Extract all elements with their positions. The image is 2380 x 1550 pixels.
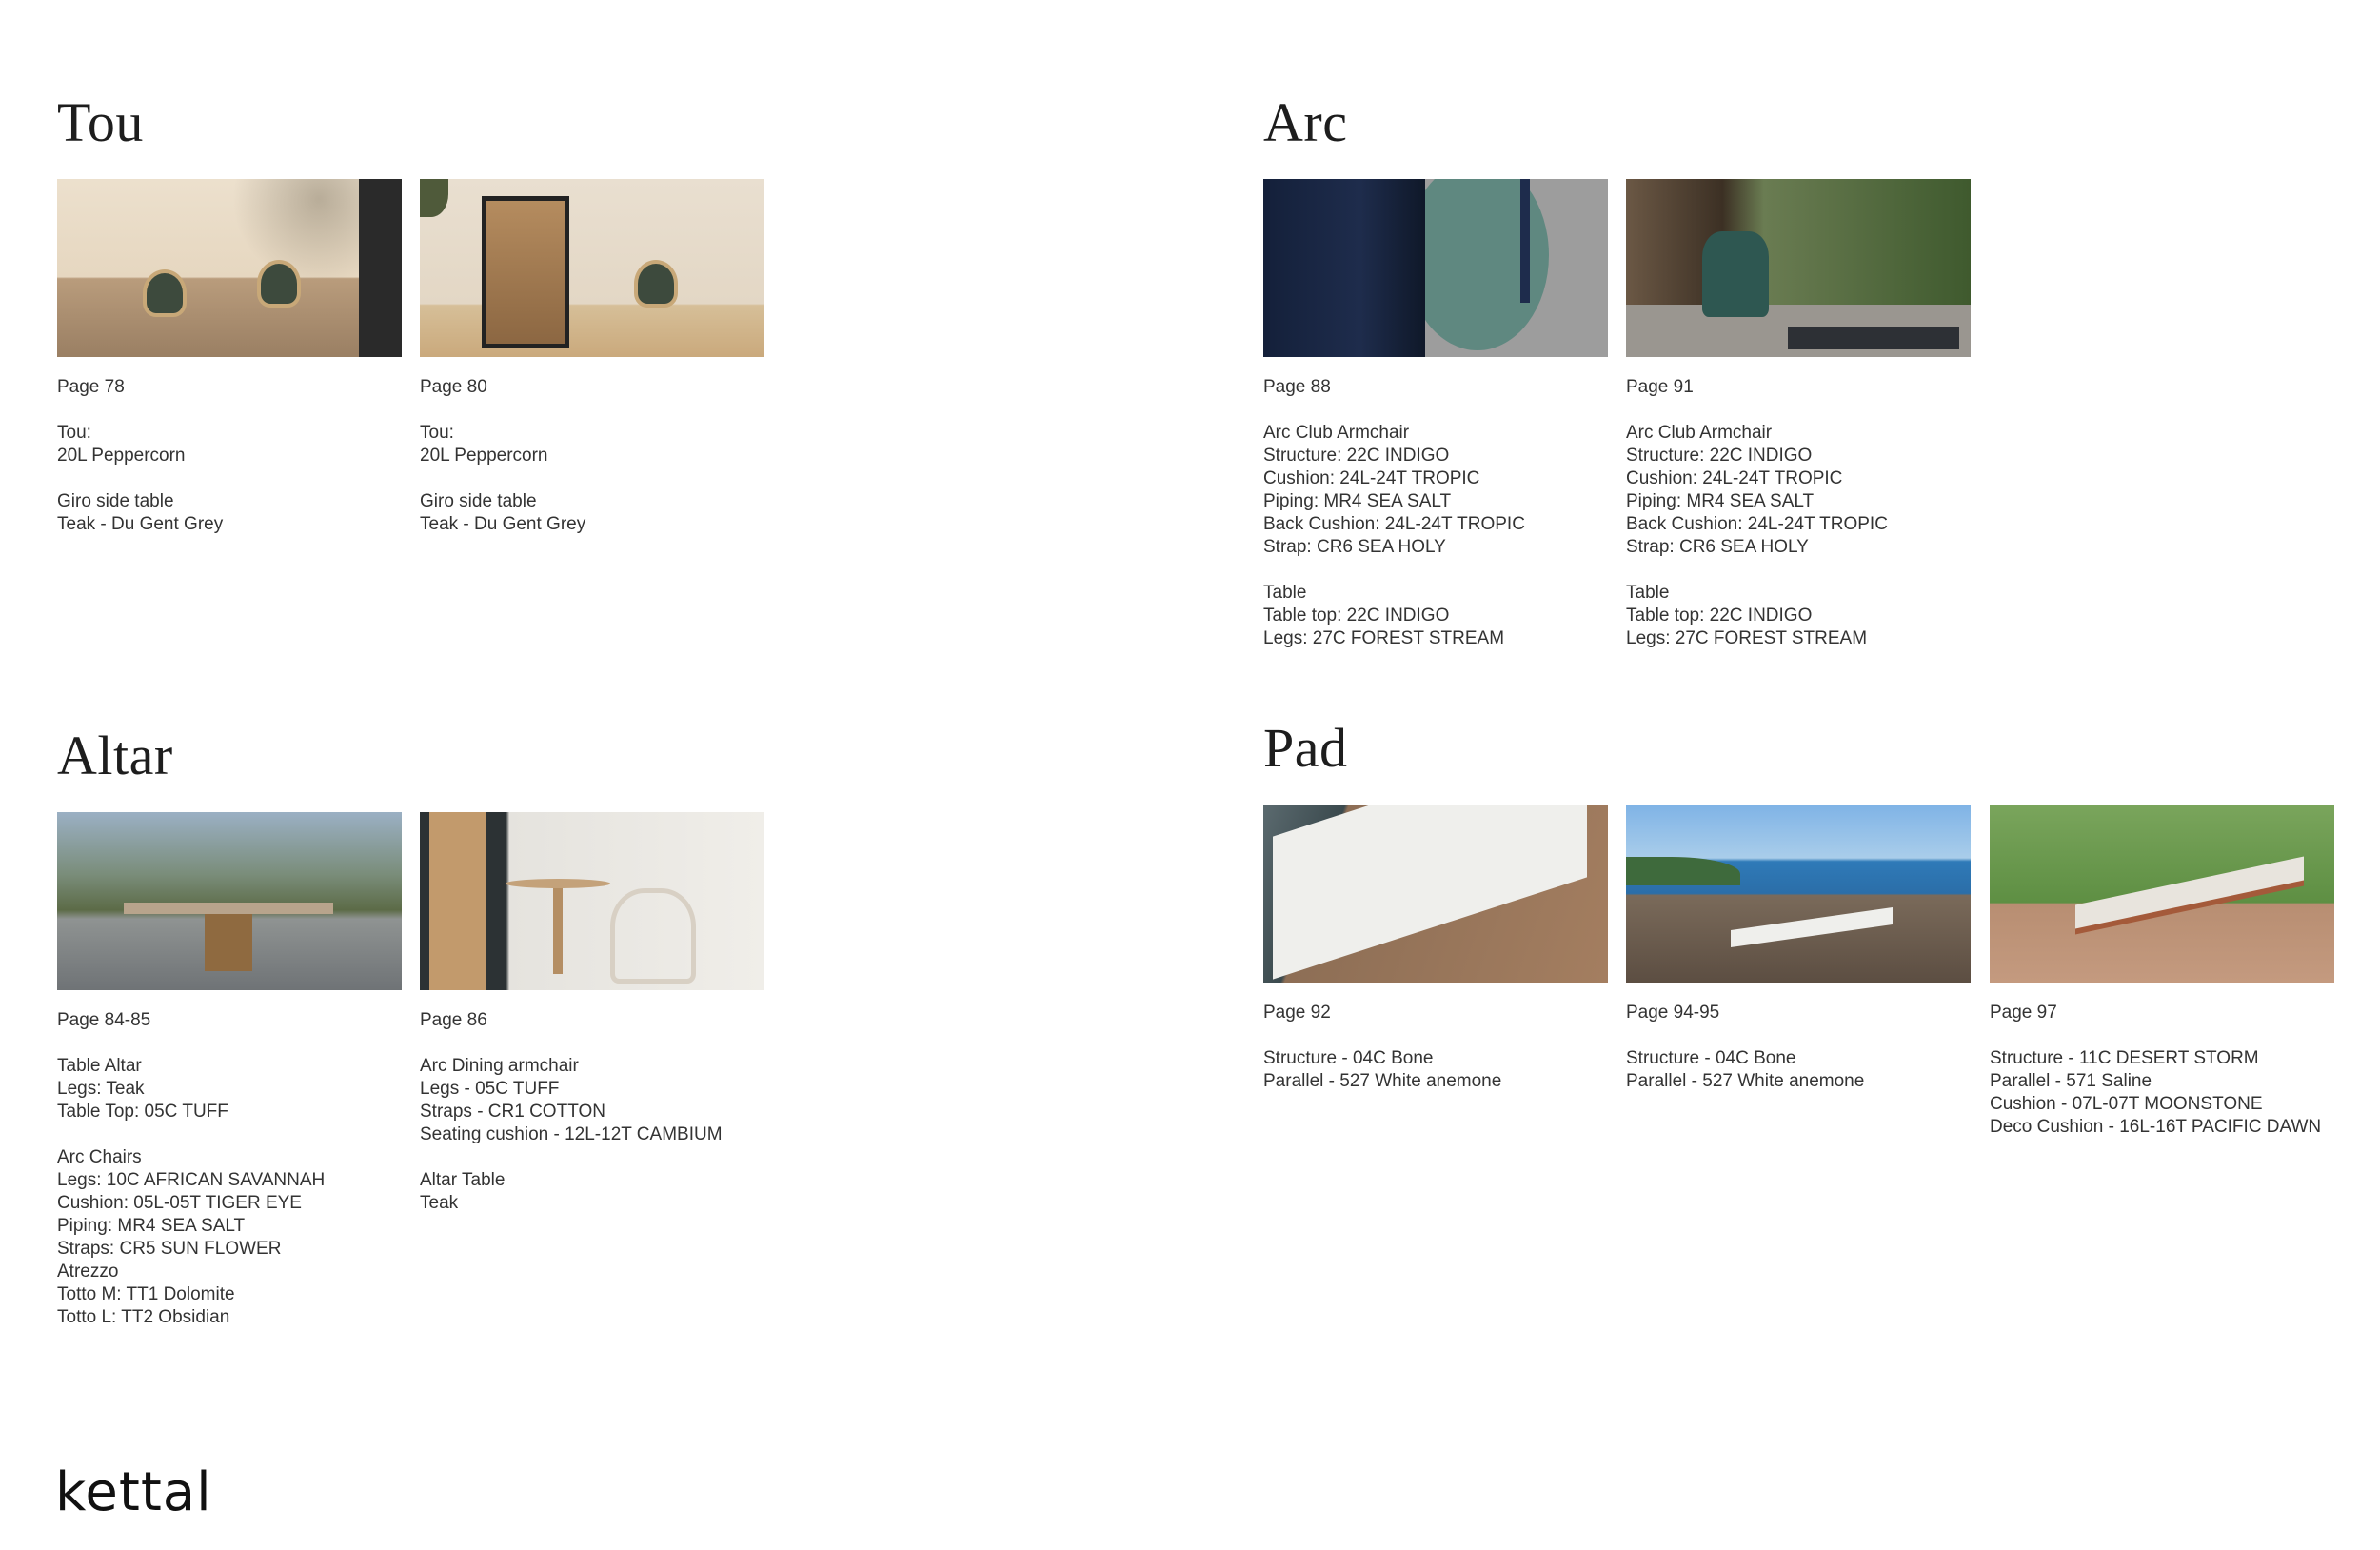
spec-line: Parallel - 527 White anemone: [1626, 1071, 1865, 1091]
caption: [1990, 1002, 2334, 1139]
product-photo: [1263, 805, 1608, 983]
caption: [1263, 376, 1608, 650]
spec-line: Piping: MR4 SEA SALT: [1626, 491, 1815, 511]
page-ref: Page 86: [420, 1010, 487, 1030]
spec-line: Cushion: 24L-24T TROPIC: [1263, 468, 1480, 488]
spec-line: Table: [1263, 583, 1307, 603]
product-photo: [57, 812, 402, 990]
spec-line: Piping: MR4 SEA SALT: [57, 1216, 246, 1236]
spec-line: Seating cushion - 12L-12T CAMBIUM: [420, 1124, 723, 1144]
spec-line: Legs: 27C FOREST STREAM: [1626, 628, 1868, 648]
spec-line: Structure: 22C INDIGO: [1263, 446, 1450, 466]
spec-line: Arc Club Armchair: [1626, 423, 1773, 443]
spec-line: Totto M: TT1 Dolomite: [57, 1284, 235, 1304]
spec-line: Structure - 11C DESERT STORM: [1990, 1048, 2259, 1068]
spec-line: Table top: 22C INDIGO: [1626, 606, 1813, 626]
spec-line: Altar Table: [420, 1170, 506, 1190]
caption: [57, 376, 402, 536]
caption: [1263, 1002, 1608, 1093]
spec-line: Cushion: 24L-24T TROPIC: [1626, 468, 1843, 488]
spec-line: Giro side table: [57, 491, 174, 511]
product-card: [1626, 805, 1971, 1093]
spec-line: Deco Cushion - 16L-16T PACIFIC DAWN: [1990, 1117, 2322, 1137]
spec-line: Tou:: [57, 423, 91, 443]
section-title: Pad: [1263, 717, 1348, 779]
spec-line: Structure: 22C INDIGO: [1626, 446, 1813, 466]
spec-line: Structure - 04C Bone: [1626, 1048, 1796, 1068]
product-photo: [1626, 805, 1971, 983]
spec-line: Cushion: 05L-05T TIGER EYE: [57, 1193, 302, 1213]
spec-line: Teak: [420, 1193, 459, 1213]
spec-line: Tou:: [420, 423, 454, 443]
product-card: [57, 812, 402, 1329]
product-card: [420, 179, 764, 536]
spec-line: Back Cushion: 24L-24T TROPIC: [1263, 514, 1525, 534]
product-card: [1990, 805, 2334, 1139]
spec-line: Arc Chairs: [57, 1147, 142, 1167]
page-ref: Page 78: [57, 377, 125, 397]
spec-line: Atrezzo: [57, 1262, 119, 1282]
product-card: [420, 812, 764, 1215]
product-card: [1263, 805, 1608, 1093]
spec-line: 20L Peppercorn: [420, 446, 548, 466]
spec-line: Parallel - 571 Saline: [1990, 1071, 2152, 1091]
brand-logo: kettal: [55, 1461, 212, 1523]
section-title: Arc: [1263, 91, 1348, 153]
page-ref: Page 80: [420, 377, 487, 397]
spec-line: Legs: 27C FOREST STREAM: [1263, 628, 1505, 648]
spec-line: Strap: CR6 SEA HOLY: [1626, 537, 1809, 557]
caption: [420, 376, 764, 536]
spec-line: Teak - Du Gent Grey: [420, 514, 586, 534]
spec-line: Strap: CR6 SEA HOLY: [1263, 537, 1446, 557]
caption: [420, 1009, 764, 1215]
spec-line: Table Altar: [57, 1056, 142, 1076]
product-card: [1626, 179, 1971, 650]
spec-line: Table top: 22C INDIGO: [1263, 606, 1450, 626]
spec-line: 20L Peppercorn: [57, 446, 186, 466]
spec-line: Legs: 10C AFRICAN SAVANNAH: [57, 1170, 326, 1190]
spec-line: Legs: Teak: [57, 1079, 145, 1099]
product-photo: [1990, 805, 2334, 983]
spec-line: Table: [1626, 583, 1670, 603]
spec-line: Legs - 05C TUFF: [420, 1079, 560, 1099]
caption: [1626, 1002, 1971, 1093]
product-photo: [1263, 179, 1608, 357]
spec-line: Table Top: 05C TUFF: [57, 1102, 228, 1122]
spec-line: Giro side table: [420, 491, 537, 511]
product-card: [1263, 179, 1608, 650]
section-title: Tou: [57, 91, 144, 153]
page-ref: Page 97: [1990, 1003, 2057, 1023]
spec-line: Cushion - 07L-07T MOONSTONE: [1990, 1094, 2263, 1114]
spec-line: Straps: CR5 SUN FLOWER: [57, 1239, 282, 1259]
section-title: Altar: [57, 725, 173, 786]
page-ref: Page 91: [1626, 377, 1694, 397]
page-ref: Page 84-85: [57, 1010, 151, 1030]
caption: [1626, 376, 1971, 650]
product-card: [57, 179, 402, 536]
product-photo: [420, 179, 764, 357]
spec-line: Straps - CR1 COTTON: [420, 1102, 605, 1122]
product-photo: [420, 812, 764, 990]
spec-line: Totto L: TT2 Obsidian: [57, 1307, 230, 1327]
spec-line: Teak - Du Gent Grey: [57, 514, 224, 534]
page-ref: Page 88: [1263, 377, 1331, 397]
product-photo: [1626, 179, 1971, 357]
spec-line: Structure - 04C Bone: [1263, 1048, 1434, 1068]
product-photo: [57, 179, 402, 357]
spec-line: Parallel - 527 White anemone: [1263, 1071, 1502, 1091]
spec-line: Arc Dining armchair: [420, 1056, 579, 1076]
page-ref: Page 92: [1263, 1003, 1331, 1023]
spec-line: Arc Club Armchair: [1263, 423, 1410, 443]
spec-line: Back Cushion: 24L-24T TROPIC: [1626, 514, 1888, 534]
spec-line: Piping: MR4 SEA SALT: [1263, 491, 1452, 511]
page-ref: Page 94-95: [1626, 1003, 1720, 1023]
caption: [57, 1009, 402, 1329]
